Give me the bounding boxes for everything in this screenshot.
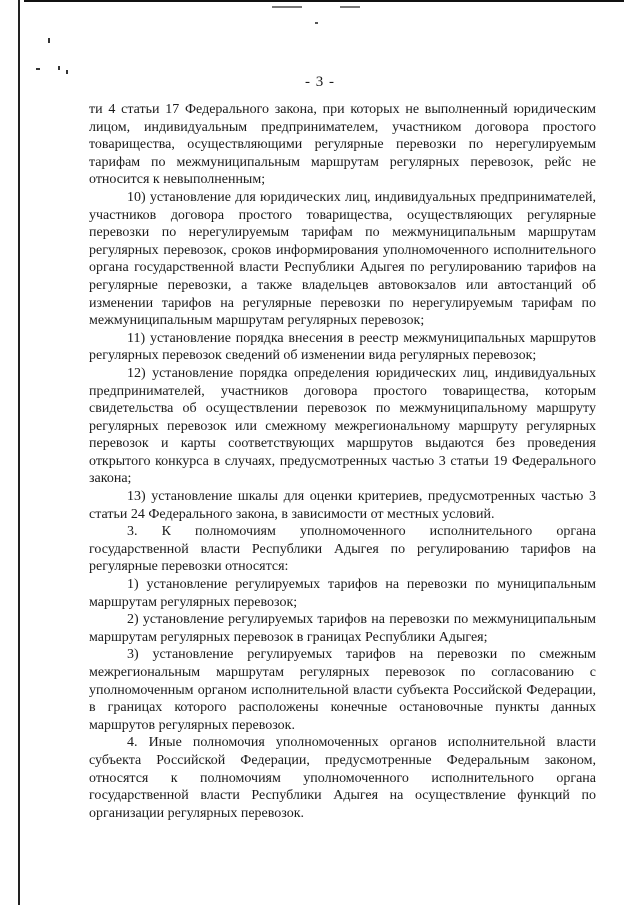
paragraph-section-3-item-2: 2) установление регулируемых тарифов на перевозки по межмуниципальным маршрутам регулярных перевозок в границах Республики Адыгея; — [89, 612, 596, 645]
paragraph-section-3-item-3: 3) установление регулируемых тарифов на перевозки по смежным межрегиональным маршрутам регулярных перевозок по согласованию с уполномоченным органом исполнительной власти субъекта Российской Федерации, в границах которого расположены конечные остановочные пункты данных маршрутов регулярных перевозок. — [89, 647, 596, 733]
paragraph-item-10: 10) установление для юридических лиц, индивидуальных предпринимателей, участников договора простого товарищества, осуществляющих регулярные перевозки по нерегулируемым тарифам по межмуниципальным маршрутам регулярных перевозок, сроков информирования уполномоченного исполнительного органа государственной власти Республики Адыгея по регулированию тарифов на регулярные перевозки, а также владельцев автовокзалов или автостанций об изменении тарифов на регулярные перевозки по нерегулируемым тарифам по межмуниципальным маршрутам регулярных перевозок; — [89, 189, 596, 329]
paragraph-section-4: 4. Иные полномочия уполномоченных органов исполнительной власти субъекта Российской Федерации, предусмотренные Федеральным законом, относятся к полномочиям уполномоченного исполнительного органа государственной власти Республики Адыгея на осуществление функций по организации регулярных перевозок. — [89, 735, 596, 821]
scan-edge-left — [18, 0, 20, 905]
scan-speck — [36, 68, 40, 70]
scan-speck — [340, 6, 360, 8]
paragraph-item-11: 11) установление порядка внесения в реестр межмуниципальных маршрутов регулярных перевозок сведений об изменении вида регулярных перевозок; — [89, 330, 596, 364]
paragraph-section-3-item-1: 1) установление регулируемых тарифов на перевозки по муниципальным маршрутам регулярных перевозок; — [89, 577, 596, 610]
paragraph-continuation: ти 4 статьи 17 Федерального закона, при которых не выполненный юридическим лицом, индивидуальным предпринимателем, участником договора простого товарищества, осуществляющими регулярные перевозки по нерегулируемым тарифам по межмуниципальным маршрутам регулярных перевозок, рейс не относится к невыполненным; — [89, 102, 596, 188]
paragraph-item-12: 12) установление порядка определения юридических лиц, индивидуальных предпринимателей, участников договора простого товарищества, которым свидетельства об осуществлении перевозок по межмуниципальному маршруту регулярных перевозок или смежному межрегиональному маршруту регулярных перевозок и карты соответствующих маршрутов выдаются без проведения открытого конкурса в случаях, предусмотренных частью 3 статьи 19 Федерального закона; — [89, 365, 596, 487]
scan-speck — [315, 22, 318, 24]
document-body — [89, 101, 596, 822]
page-number: - 3 - — [305, 74, 335, 90]
scan-speck — [48, 38, 50, 43]
scan-speck — [272, 6, 302, 8]
paragraph-item-13: 13) установление шкалы для оценки критериев, предусмотренных частью 3 статьи 24 Федерального закона, в зависимости от местных условий. — [89, 489, 596, 522]
paragraph-section-3: 3. К полномочиям уполномоченного исполнительного органа государственной власти Республики Адыгея по регулированию тарифов на регулярные перевозки относятся: — [89, 524, 596, 575]
scan-speck — [58, 66, 60, 70]
scan-edge-top — [24, 0, 624, 2]
